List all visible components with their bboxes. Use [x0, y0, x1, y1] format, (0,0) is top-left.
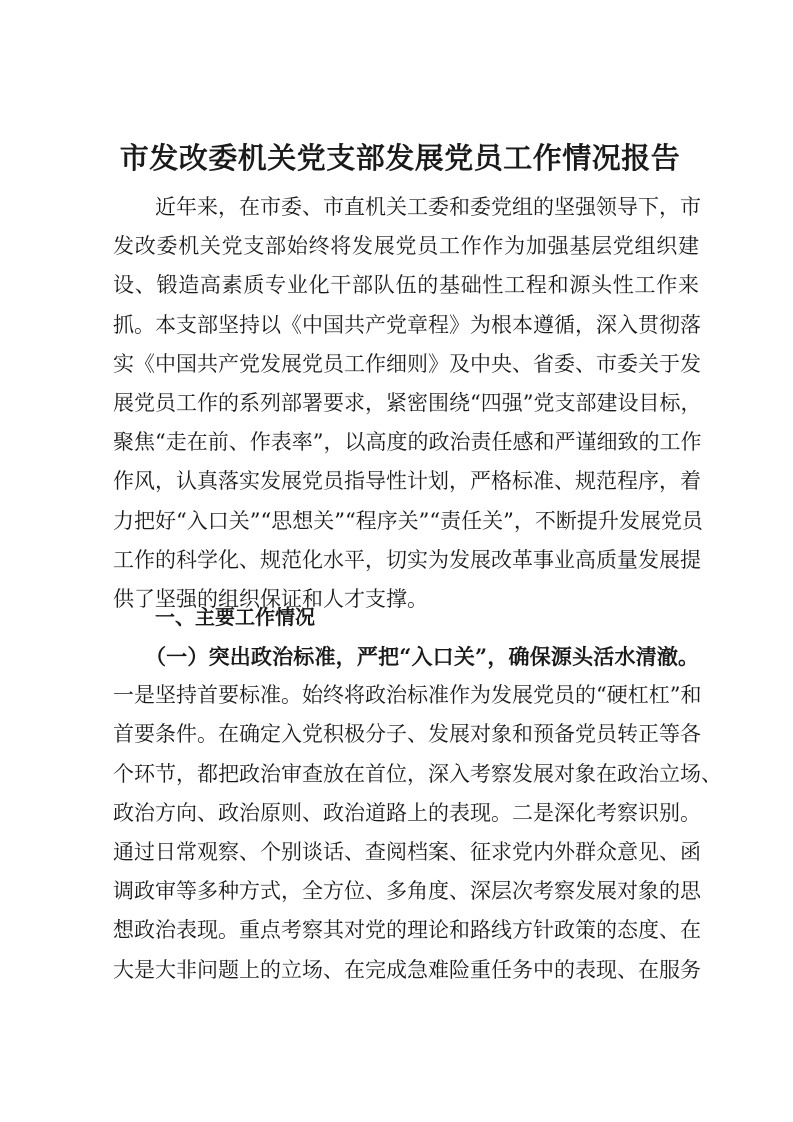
intro-paragraph [113, 188, 703, 619]
intro-line: 发改委机关党支部始终将发展党员工作作为加强基层党组织建 [113, 234, 699, 259]
body-line: 调政审等多种方式，全方位、多角度、深层次考察发展对象的思 [113, 879, 701, 904]
body-line: 想政治表现。重点考察其对党的理论和路线方针政策的态度、在 [113, 918, 701, 943]
intro-line: 展党员工作的系列部署要求，紧密围绕“四强”党支部建设目标， [113, 390, 702, 415]
body-line: 政治方向、政治原则、政治道路上的表现。二是深化考察识别。 [113, 800, 701, 825]
section-heading-main-work: 一、主要工作情况 [155, 605, 315, 629]
intro-line: 作风，认真落实发展党员指导性计划，严格标准、规范程序，着 [113, 469, 701, 494]
body-line: 首要条件。在确定入党积极分子、发展对象和预备党员转正等各 [113, 722, 701, 747]
section-1-paragraph [113, 637, 722, 990]
body-line: 个环节，都把政治审查放在首位，深入考察发展对象在政治立场、 [113, 761, 722, 786]
intro-line: 力把好“入口关”“思想关”“程序关”“责任关”，不断提升发展党员 [113, 508, 703, 533]
intro-line: 工作的科学化、规范化水平，切实为发展改革事业高质量发展提 [113, 547, 701, 572]
intro-line: 抓。本支部坚持以《中国共产党章程》为根本遵循，深入贯彻落 [113, 312, 701, 337]
intro-line: 设、锻造高素质专业化干部队伍的基础性工程和源头性工作来 [113, 273, 699, 298]
intro-line: 实《中国共产党发展党员工作细则》及中央、省委、市委关于发 [113, 351, 701, 376]
body-line: 一是坚持首要标准。始终将政治标准作为发展党员的“硬杠杠”和 [113, 683, 702, 708]
intro-line: 供了坚强的组织保证和人才支撑。 [113, 586, 428, 611]
intro-line: 聚焦“走在前、作表率”，以高度的政治责任感和严谨细致的工作 [113, 430, 702, 455]
document-title: 市发改委机关党支部发展党员工作情况报告 [119, 141, 681, 175]
body-line: 通过日常观察、个别谈话、查阅档案、征求党内外群众意见、函 [113, 839, 701, 864]
subsection-heading: （一）突出政治标准，严把“入口关”，确保源头活水清澈。 [145, 644, 699, 669]
intro-line: 近年来，在市委、市直机关工委和委党组的坚强领导下，市 [113, 195, 701, 219]
body-line: 大是大非问题上的立场、在完成急难险重任务中的表现、在服务 [113, 957, 701, 982]
